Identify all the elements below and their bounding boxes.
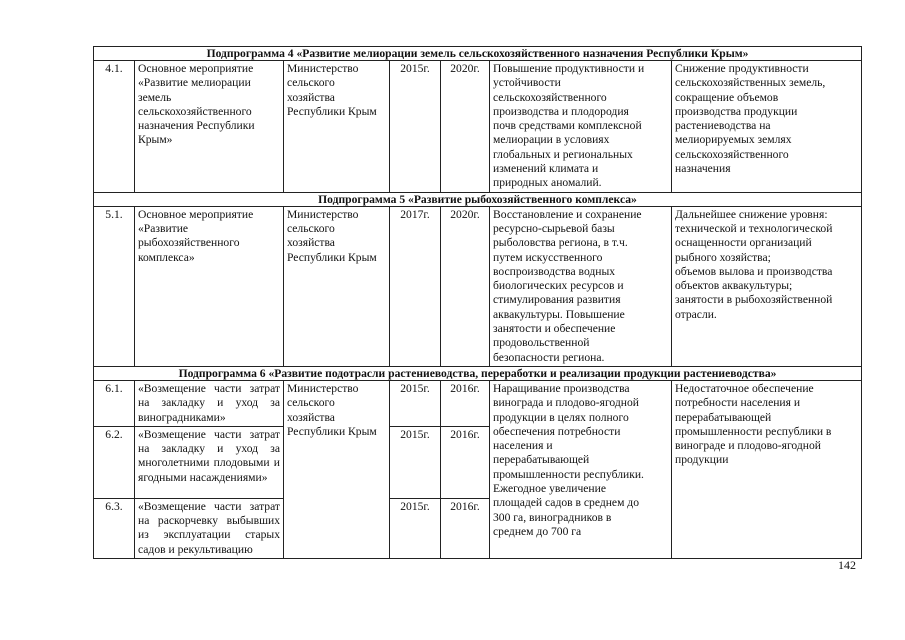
program-table xyxy=(93,46,862,559)
measure-cell: «Возмещение части затрат на закладку и уход за многолетними плодовыми и ягодными насаждениями» xyxy=(135,426,284,498)
executor-cell: Министерство сельского хозяйства Республики Крым xyxy=(284,61,390,193)
row-number: 6.3. xyxy=(94,498,135,558)
start-year-cell: 2015г. xyxy=(390,61,441,193)
measure-cell: «Возмещение части затрат на раскорчевку выбывших из эксплуатации старых садов и рекультивацию xyxy=(135,498,284,558)
table-row xyxy=(94,380,862,426)
start-year-cell: 2017г. xyxy=(390,206,441,366)
start-year-cell: 2015г. xyxy=(390,380,441,426)
end-year-cell: 2016г. xyxy=(441,380,490,426)
measure-cell: Основное мероприятие «Развитие мелиорации земель сельскохозяйственного назначения Республики Крым» xyxy=(135,61,284,193)
consequence-cell: Дальнейшее снижение уровня: технической и технологической оснащенности организаций рыбного хозяйства; объемов вылова и производства объектов аквакультуры; занятости в рыбохозяйственной отрасли. xyxy=(672,206,862,366)
section-title: Подпрограмма 5 «Развитие рыбохозяйственного комплекса» xyxy=(94,192,862,206)
row-number: 6.1. xyxy=(94,380,135,426)
end-year-cell: 2020г. xyxy=(441,61,490,193)
row-number: 5.1. xyxy=(94,206,135,366)
executor-cell: Министерство сельского хозяйства Республики Крым xyxy=(284,206,390,366)
section-title: Подпрограмма 6 «Развитие подотрасли растениеводства, переработки и реализации продукции растениеводства» xyxy=(94,366,862,380)
start-year-cell: 2015г. xyxy=(390,498,441,558)
measure-cell: «Возмещение части затрат на закладку и уход за виноградниками» xyxy=(135,380,284,426)
result-cell: Восстановление и сохранение ресурсно-сырьевой базы рыболовства региона, в т.ч. путем искусственного воспроизводства водных биологических ресурсов и стимулирования развития аквакультуры. Повышение занятости и обеспечение продовольственной безопасности региона. xyxy=(490,206,672,366)
section-title: Подпрограмма 4 «Развитие мелиорации земель сельскохозяйственного назначения Республики Крым» xyxy=(94,47,862,61)
consequence-cell: Недостаточное обеспечение потребности населения и перерабатывающей промышленности республики в винограде и плодово-ягодной продукции xyxy=(672,380,862,558)
end-year-cell: 2016г. xyxy=(441,498,490,558)
measure-cell: Основное мероприятие «Развитие рыбохозяйственного комплекса» xyxy=(135,206,284,366)
end-year-cell: 2020г. xyxy=(441,206,490,366)
result-cell: Наращивание производства винограда и плодово-ягодной продукции в целях полного обеспечения потребности населения и перерабатывающей промышленности республики. Ежегодное увеличение площадей садов в среднем до 300 га, виноградников в среднем до 700 га xyxy=(490,380,672,558)
consequence-cell: Снижение продуктивности сельскохозяйственных земель, сокращение объемов производства продукции растениеводства на мелиорируемых землях сельскохозяйственного назначения xyxy=(672,61,862,193)
table-row xyxy=(94,206,862,366)
start-year-cell: 2015г. xyxy=(390,426,441,498)
result-cell: Повышение продуктивности и устойчивости сельскохозяйственного производства и плодородия почв средствами комплексной мелиорации в условиях глобальных и региональных изменений климата и природных аномалий. xyxy=(490,61,672,193)
table-row xyxy=(94,61,862,193)
page-number: 142 xyxy=(838,558,856,572)
end-year-cell: 2016г. xyxy=(441,426,490,498)
row-number: 6.2. xyxy=(94,426,135,498)
row-number: 4.1. xyxy=(94,61,135,193)
executor-cell: Министерство сельского хозяйства Республики Крым xyxy=(284,380,390,558)
